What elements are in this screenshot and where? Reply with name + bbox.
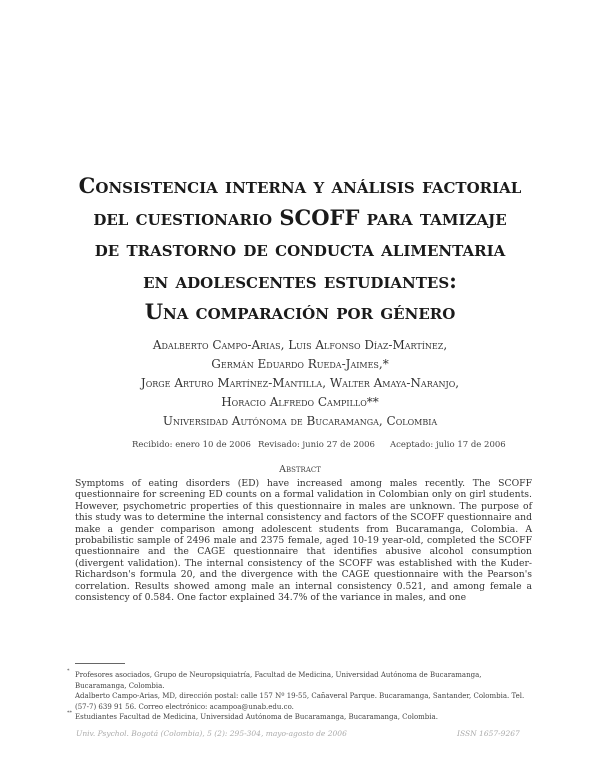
abstract-heading: Abstract bbox=[279, 464, 321, 475]
issn: ISSN 1657-9267 bbox=[457, 729, 520, 738]
footnote-1 bbox=[67, 668, 530, 691]
abstract-text: Symptoms of eating disorders (ED) have increased among males recently. The SCOFF questionnaire for screening ED counts on a formal validation in Colombian only on girl students. However, psychometric properties of this questionnaire in males are unknown. The purpose of this study was to determine the internal consistency and factors of the SCOFF questionnaire and make a gender comparison among adolescent students from Bucaramanga, Colombia. A probabilistic sample of 2496 male and 2375 female, aged 10-19 year-old, completed the SCOFF questionnaire and the CAGE questionnaire that identifies abusive alcohol consumption (divergent validation). The internal consistency of the SCOFF was established with the Kuder-Richardson's formula 20, and the divergence with the CAGE questionnaire with the Pearson's correlation. Results showed among male an internal consistency 0.521, and among female a consistency of 0.584. One factor explained 34.7% of the variance in males, and one bbox=[75, 478, 532, 604]
accepted-date: Aceptado: julio 17 de 2006 bbox=[390, 440, 506, 450]
title-line: en adolescentes estudiantes: bbox=[143, 267, 457, 293]
footnotes bbox=[67, 668, 530, 723]
author-line: Adalberto Campo-Arias, Luis Alfonso Díaz-Martínez, bbox=[152, 338, 448, 352]
footnote-text: Profesores asociados, Grupo de Neuropsiquiatría, Facultad de Medicina, Universidad Autónoma de Bucaramanga, Bucaramanga, Colombia. bbox=[75, 671, 482, 690]
affiliation: Universidad Autónoma de Bucaramanga, Colombia bbox=[162, 414, 438, 428]
author-line: Horacio Alfredo Campillo** bbox=[221, 395, 379, 409]
footnote-contact: Adalberto Campo-Arias, MD, dirección postal: calle 157 Nº 19-55, Cañaveral Parque. Bucaramanga, Santander, Colombia. Tel. (57-7) 639 91 56. Correo electrónico: acampoa@unab.edu.co. bbox=[75, 692, 525, 711]
title-line: Consistencia interna y análisis factorial bbox=[78, 173, 522, 198]
footnote-divider bbox=[75, 663, 125, 664]
title-line: del cuestionario SCOFF para tamizaje bbox=[93, 204, 507, 230]
footnote-text: Estudiantes Facultad de Medicina, Universidad Autónoma de Bucaramanga, Bucaramanga, Colombia. bbox=[75, 713, 438, 721]
title-line: de trastorno de conducta alimentaria bbox=[94, 236, 506, 261]
author-block bbox=[60, 336, 540, 431]
footnote-marker: * bbox=[67, 668, 70, 674]
author-line: Jorge Arturo Martínez-Mantilla, Walter Amaya-Naranjo, bbox=[140, 376, 460, 390]
journal-citation: Univ. Psychol. Bogotá (Colombia), 5 (2): 295-304, mayo-agosto de 2006 bbox=[76, 729, 347, 738]
author-line: Germán Eduardo Rueda-Jaimes,* bbox=[211, 357, 389, 371]
footnote-marker: ** bbox=[67, 710, 72, 716]
title-line: Una comparación por género bbox=[144, 299, 456, 324]
received-date: Recibido: enero 10 de 2006 bbox=[132, 440, 251, 450]
paper-title bbox=[60, 170, 540, 328]
footnote-2 bbox=[67, 710, 530, 723]
revised-date: Revisado: junio 27 de 2006 bbox=[258, 440, 375, 450]
